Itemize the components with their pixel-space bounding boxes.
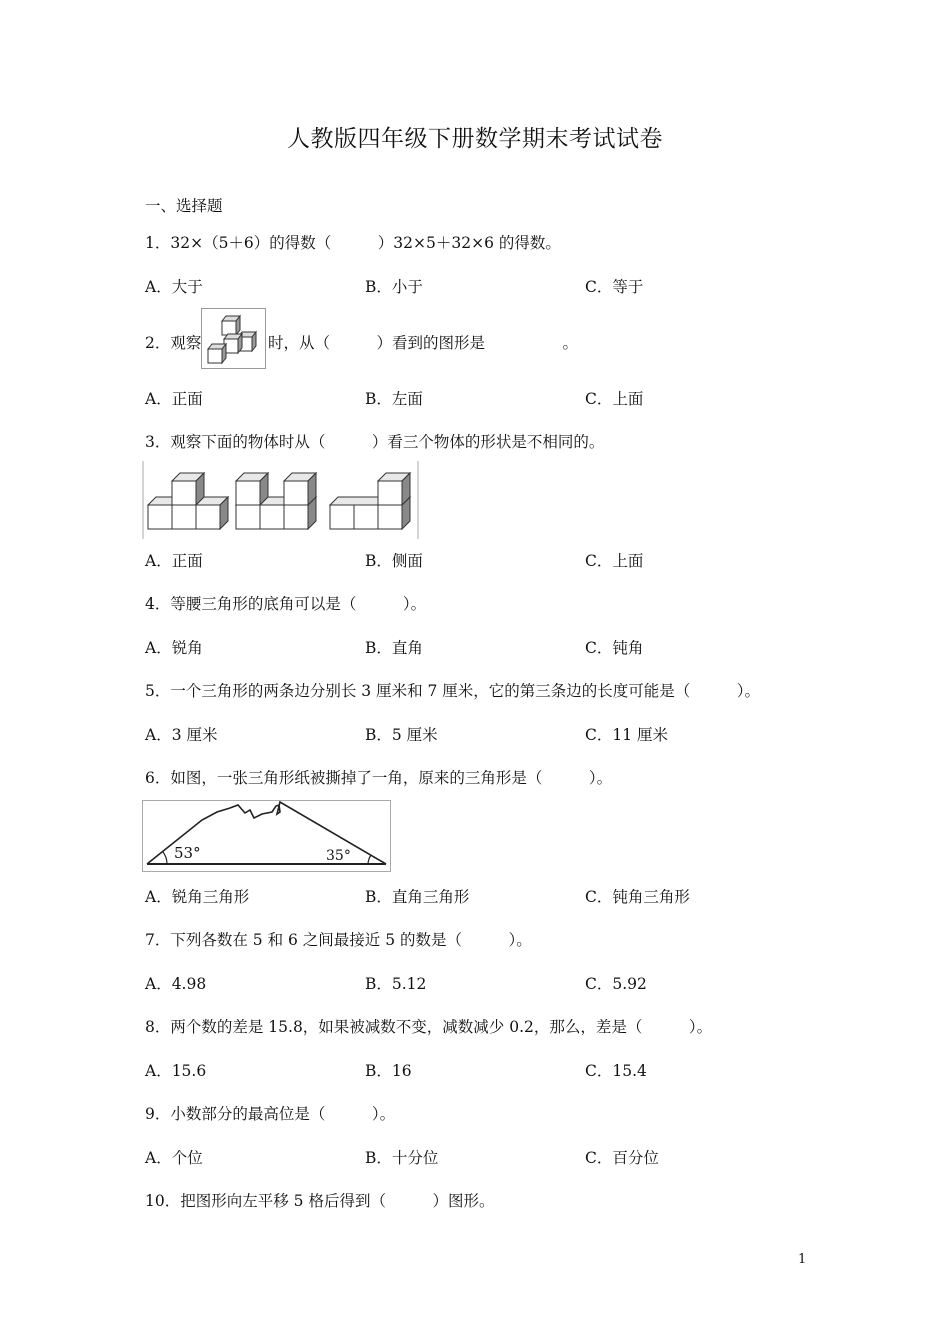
q1-option-b: B．小于 (365, 278, 423, 296)
q9-option-c: C．百分位 (585, 1149, 659, 1167)
q2-option-c: C．上面 (585, 390, 644, 408)
q5-option-b: B．5 厘米 (365, 726, 438, 744)
q2-option-a: A．正面 (145, 390, 203, 408)
question-6: 6．如图，一张三角形纸被撕掉了一角，原来的三角形是（ ）。 (145, 769, 613, 787)
question-8: 8．两个数的差是 15.8，如果被减数不变，减数减少 0.2，那么，差是（ ）。 (145, 1018, 713, 1036)
q5-option-a: A．3 厘米 (145, 726, 218, 744)
page-title: 人教版四年级下册数学期末考试试卷 (287, 126, 663, 152)
angle-label-right: 35° (326, 848, 351, 864)
q5-option-c: C．11 厘米 (585, 726, 669, 744)
angle-label-left: 53° (174, 844, 201, 862)
question-9: 9．小数部分的最高位是（ ）。 (145, 1105, 396, 1123)
q7-option-c: C．5.92 (585, 975, 647, 993)
q6-option-c: C．钝角三角形 (585, 888, 690, 906)
question-2-suffix: 时，从（ ）看到的图形是 。 (268, 334, 579, 352)
section-heading: 一、选择题 (145, 197, 223, 215)
q1-option-a: A．大于 (145, 278, 203, 296)
q3-option-c: C．上面 (585, 552, 644, 570)
question-2-prefix: 2．观察 (145, 334, 202, 352)
question-4: 4．等腰三角形的底角可以是（ ）。 (145, 595, 427, 613)
question-10: 10．把图形向左平移 5 格后得到（ ）图形。 (145, 1192, 495, 1210)
q7-option-a: A．4.98 (145, 975, 207, 993)
q2-cube-figure (201, 308, 266, 369)
q4-option-c: C．钝角 (585, 639, 644, 657)
question-1: 1．32×（5＋6）的得数（ ）32×5＋32×6 的得数。 (145, 234, 561, 252)
page-number: 1 (798, 1252, 807, 1267)
q2-option-b: B．左面 (365, 390, 423, 408)
question-7: 7．下列各数在 5 和 6 之间最接近 5 的数是（ ）。 (145, 931, 532, 949)
q1-option-c: C．等于 (585, 278, 644, 296)
q4-option-a: A．锐角 (145, 639, 203, 657)
q9-option-a: A．个位 (145, 1149, 203, 1167)
q6-option-b: B．直角三角形 (365, 888, 470, 906)
q3-three-objects-figure (142, 461, 422, 543)
q3-option-b: B．侧面 (365, 552, 423, 570)
q3-option-a: A．正面 (145, 552, 203, 570)
q9-option-b: B．十分位 (365, 1149, 439, 1167)
q8-option-a: A．15.6 (145, 1062, 207, 1080)
question-3: 3．观察下面的物体时从（ ）看三个物体的形状是不相同的。 (145, 433, 605, 451)
q8-option-c: C．15.4 (585, 1062, 647, 1080)
question-5: 5．一个三角形的两条边分别长 3 厘米和 7 厘米，它的第三条边的长度可能是（ ）。 (145, 682, 761, 700)
q6-torn-triangle-figure (142, 800, 392, 877)
q7-option-b: B．5.12 (365, 975, 427, 993)
q4-option-b: B．直角 (365, 639, 423, 657)
q8-option-b: B．16 (365, 1062, 412, 1080)
q6-option-a: A．锐角三角形 (145, 888, 250, 906)
